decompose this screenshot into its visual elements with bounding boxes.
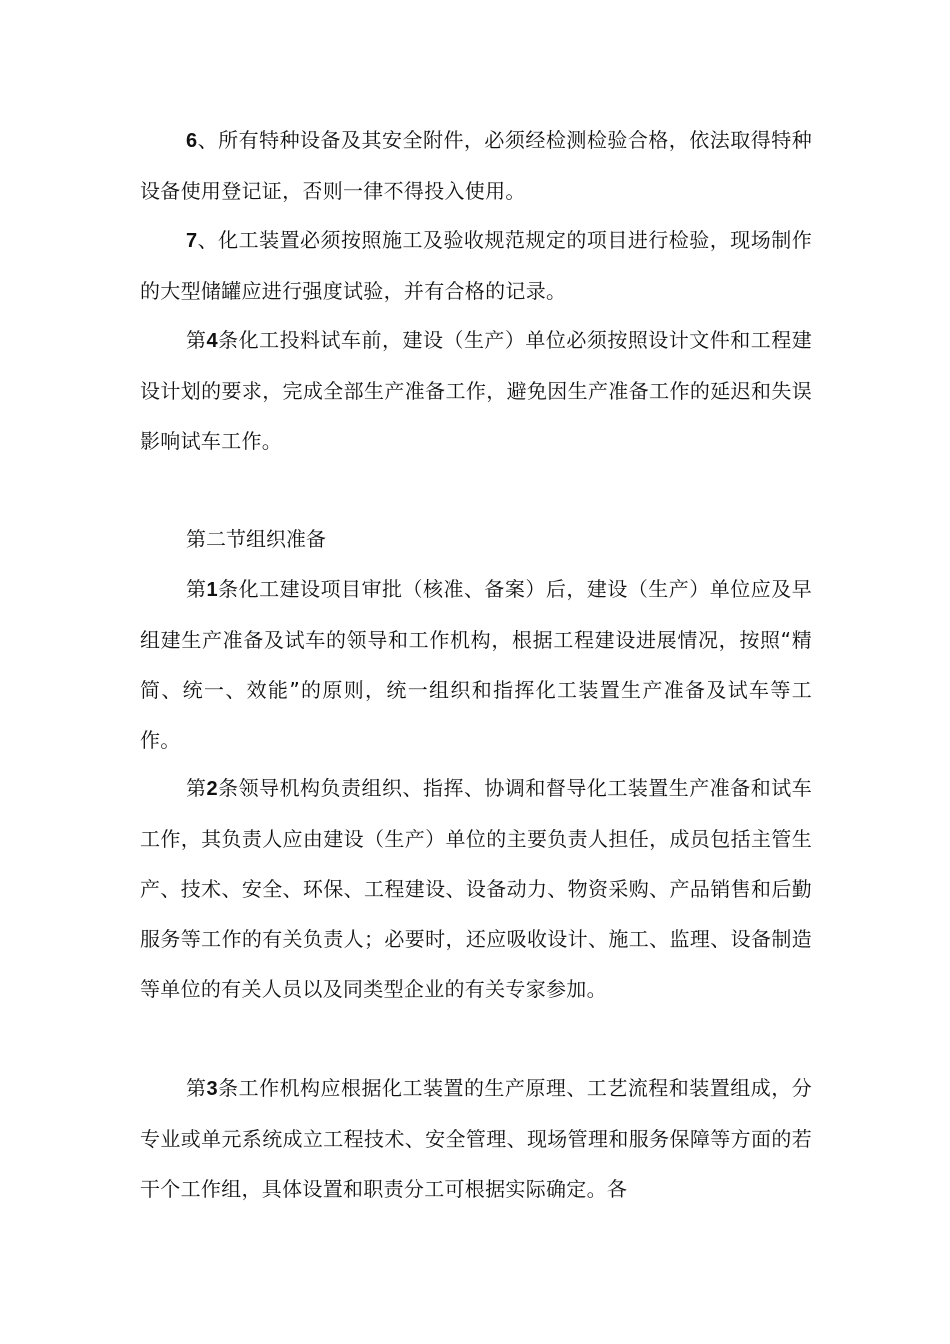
article-text: 条化工建设项目审批（核准、备案）后，建设（生产）单位应及早组建生产准备及试车的领导和工作机构，根据工程建设进展情况，按照“精简、统一、效能”的原则，统一组织和指挥化工装置生产准备及试车等工作。 <box>140 577 812 752</box>
paragraph-text: 、所有特种设备及其安全附件，必须经检测检验合格，依法取得特种设备使用登记证，否则一律不得投入使用。 <box>140 128 812 203</box>
article-text: 条工作机构应根据化工装置的生产原理、工艺流程和装置组成，分专业或单元系统成立工程技术、安全管理、现场管理和服务保障等方面的若干个工作组，具体设置和职责分工可根据实际确定。各 <box>140 1076 812 1201</box>
article-prefix: 第 <box>186 577 207 601</box>
article-prefix: 第 <box>186 776 207 800</box>
article-prefix: 第 <box>186 1076 207 1100</box>
article-2 <box>140 763 812 1014</box>
paragraph-text: 、化工装置必须按照施工及验收规范规定的项目进行检验，现场制作的大型储罐应进行强度试验，并有合格的记录。 <box>140 228 812 303</box>
paragraph-item-7 <box>140 215 812 316</box>
article-1 <box>140 564 812 765</box>
article-text: 条领导机构负责组织、指挥、协调和督导化工装置生产准备和试车工作，其负责人应由建设（生产）单位的主要负责人担任，成员包括主管生产、技术、安全、环保、工程建设、设备动力、物资采购、产品销售和后勤服务等工作的有关负责人；必要时，还应吸收设计、施工、监理、设备制造等单位的有关人员以及同类型企业的有关专家参加。 <box>140 776 812 1001</box>
paragraph-article-4 <box>140 315 812 466</box>
item-number: 6 <box>186 130 198 152</box>
paragraph-item-6 <box>140 115 812 216</box>
article-number: 2 <box>206 778 218 800</box>
section-title: 第二节组织准备 <box>186 527 326 551</box>
article-number: 3 <box>206 1078 218 1100</box>
article-number: 1 <box>206 579 218 601</box>
article-number: 4 <box>206 330 218 352</box>
item-number: 7 <box>186 230 198 252</box>
article-prefix: 第 <box>186 328 207 352</box>
paragraph-text: 条化工投料试车前，建设（生产）单位必须按照设计文件和工程建设计划的要求，完成全部生产准备工作，避免因生产准备工作的延迟和失误影响试车工作。 <box>140 328 812 453</box>
article-3 <box>140 1063 812 1214</box>
